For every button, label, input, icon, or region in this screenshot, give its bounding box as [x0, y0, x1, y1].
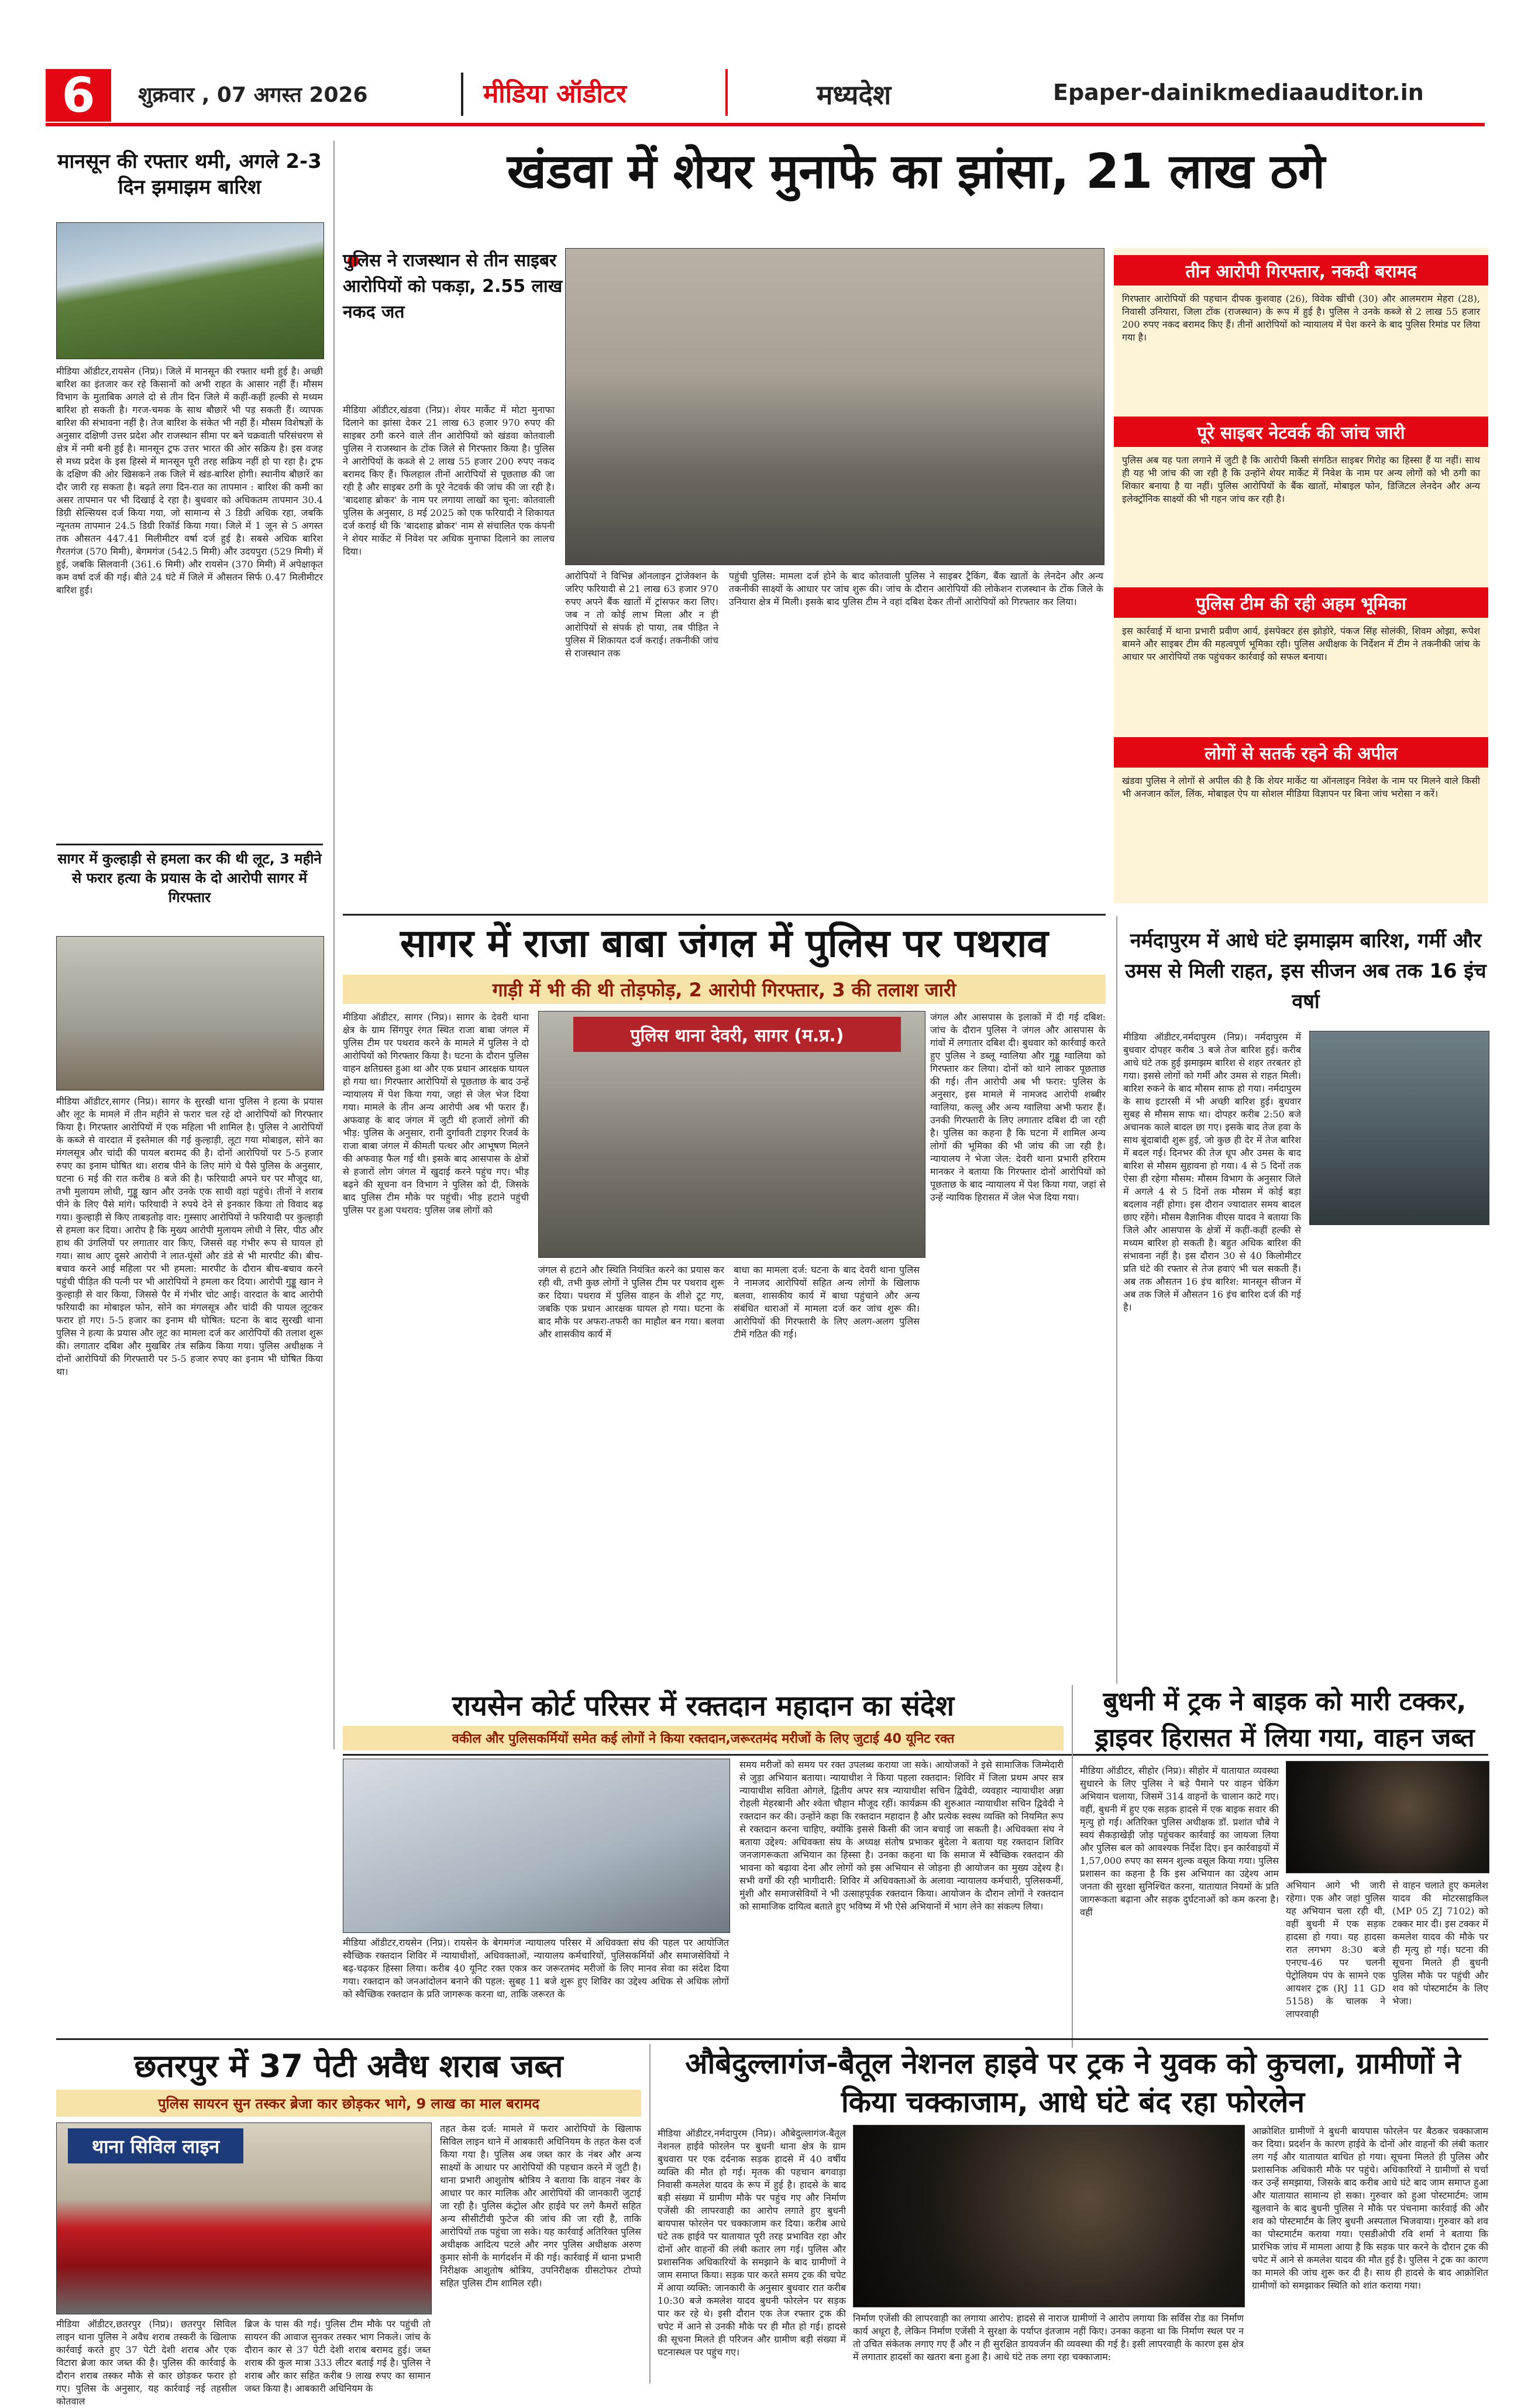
khandwa-col3	[729, 570, 1103, 907]
box-title-network: पूरे साइबर नेटवर्क की जांच जारी	[1114, 417, 1488, 447]
column-divider	[333, 140, 335, 1749]
column-divider	[1116, 916, 1117, 1684]
narmadapuram-body	[1123, 1031, 1301, 1680]
sagar-robbery-body	[56, 1095, 323, 1756]
column-divider	[649, 2044, 651, 2383]
box-text-arrest	[1122, 293, 1480, 410]
rule	[343, 914, 1106, 916]
box-text-network	[1122, 454, 1480, 579]
sagar-stone-col2	[538, 1264, 724, 1732]
sagar-stone-col4	[930, 1011, 1106, 1731]
sagar-stone-col2-text: जंगल से हटाने और स्थिति नियंत्रित करने का प्रयास कर रही थी, तभी कुछ लोगों ने पुलिस टीम पर पथराव शुरू कर दिया। पथराव में पुलिस वाहन के शीशे टूट गए, जबकि एक प्रधान आरक्षक घायल हो गया। घटना के बाद मौके पर अफरा-तफरी का माहौल बन गया। बलवा और शासकीय कार्य में	[538, 1264, 724, 1340]
masthead-red-divider	[725, 69, 728, 116]
epaper-url[interactable]: Epaper-dainikmediaauditor.in	[1053, 80, 1424, 105]
chhatarpur-col2-text: ब्रिज के पास की गई। पुलिस टीम मौके पर पहुंची तो सायरन की आवाज सुनकर तस्कर भाग निकले। जांच के दौरान कार से 37 पेटी देशी शराब बरामद हुई। जब्त शराब की कुल मात्रा 333 लीटर बताई गई है। पुलिस ने शराब और कार सहित करीब 9 लाख रुपए का सामान जब्त किया है। आबकारी अधिनियम के	[245, 2318, 431, 2394]
monsoon-headline: मानसून की रफ्तार थमी, अगले 2-3 दिन झमाझम बारिश	[57, 150, 322, 199]
chhatarpur-subhead: पुलिस सायरन सुन तस्कर ब्रेजा कार छोड़कर भागे, 9 लाख का माल बरामद	[56, 2090, 641, 2117]
budhni-accident-photo	[1286, 1761, 1489, 1873]
box-text-team	[1122, 625, 1480, 730]
narmadapuram-body-text: मीडिया ऑडीटर,नर्मदापुरम (निप्र)। नर्मदापुरम में बुधवार दोपहर करीब 3 बजे तेज बारिश हुई। करीब आधे घंटे तक हुई झमाझम बारिश से शहर तरबतर हो गया। इससे लोगों को गर्मी और उमस से राहत मिली। बारिश रुकने के बाद मौसम साफ हो गया। नर्मदापुरम के साथ इटारसी में भी अच्छी बारिश हुई। बुधवार सुबह से मौसम साफ था। दोपहर करीब 2:50 बजे अचानक काले बादल छा गए। इसके बाद तेज हवा के साथ बूंदाबांदी शुरू हुई, जो कुछ ही देर में तेज बारिश में बदल गई। दिनभर की तेज धूप और उमस के बाद बारिश से मौसम सुहावना हो गया। 4 से 5 दिनों तक ऐसा ही रहेगा मौसम: मौसम विभाग के अनुसार जिले में अगले 4 से 5 दिनों तक मौसम में कोई बड़ा बदलाव नहीं होगा। इस दौरान ज्यादातर समय बादल छाए रहेंगे। मौसम वैज्ञानिक वीएस यादव ने बताया कि जिले और आसपास के क्षेत्रों में कहीं-कहीं हल्की से मध्यम बारिश हो सकती है। बहुत अधिक बारिश की संभावना नहीं है। इस दौरान 30 से 40 किलोमीटर प्रति घंटे की रफ्तार से तेज हवाएं भी चल सकती हैं। अब तक औसतन 16 इंच बारिश: मानसून सीजन में अब तक जिले में औसतन 16 इंच बारिश दर्ज की गई है।	[1123, 1031, 1301, 1313]
obedullaganj-col1	[658, 2127, 846, 2383]
column-divider	[1072, 1685, 1073, 2048]
box-text-appeal-p: खंडवा पुलिस ने लोगों से अपील की है कि शेयर मार्केट या ऑनलाइन निवेश के नाम पर मिलने वाले किसी भी अनजान कॉल, लिंक, मोबाइल ऐप या सोशल मीडिया विज्ञापन पर बिना जांच भरोसा न करें।	[1122, 775, 1480, 799]
obedullaganj-col3	[1252, 2125, 1488, 2383]
box-title-appeal: लोगों से सतर्क रहने की अपील	[1114, 737, 1488, 768]
sagar-stone-col3-text: बाधा का मामला दर्ज: घटना के बाद देवरी थाना पुलिस ने नामजद आरोपियों सहित अन्य लोगों के खिलाफ बलवा, शासकीय कार्य में बाधा पहुंचाने और अन्य संबंधित धाराओं में मामला दर्ज कर जांच शुरू की। आरोपियों की गिरफ्तारी के लिए अलग-अलग पुलिस टीमें गठित की गई।	[734, 1264, 920, 1340]
raisen-blood-headline: रायसेन कोर्ट परिसर में रक्तदान महादान का संदेश	[452, 1690, 954, 1722]
sagar-robbery-photo	[56, 936, 324, 1091]
rule	[56, 2038, 1488, 2040]
chhatarpur-headline: छतरपुर में 37 पेटी अवैध शराब जब्त	[134, 2048, 563, 2084]
raisen-blood-col2-text: समय मरीजों को समय पर रक्त उपलब्ध कराया जा सके। आयोजकों ने इसे सामाजिक जिम्मेदारी से जुड़ा अभियान बताया। न्यायाधीश ने किया पहला रक्तदान: शिविर में जिला प्रथम अपर सत्र न्यायाधीश सविता ओगले, द्वितीय अपर सत्र न्यायाधीश सचिन द्विवेदी, व्यवहार न्यायाधीश अन्ना रोहली मेहरबानी और श्वेता चौहान मौजूद रहीं। कार्यक्रम की शुरुआत न्यायाधीश सचिन द्विवेदी ने रक्तदान कर की। उन्होंने कहा कि रक्तदान महादान है और प्रत्येक स्वस्थ व्यक्ति को नियमित रूप से रक्तदान करना चाहिए, क्योंकि इससे किसी की जान बचाई जा सकती है। अधिवक्ता संघ ने बताया उद्देश्य: अधिवक्ता संघ के अध्यक्ष संतोष प्रभाकर बुंदेला ने बताया यह रक्तदान शिविर जनजागरूकता अभियान का हिस्सा है। उनका कहना था कि समाज में स्वैच्छिक रक्तदान की भावना को बढ़ावा देना और लोगों को इस अभियान से जोड़ना ही आयोजन का मुख्य उद्देश्य है। सभी वर्गों की रही भागीदारी: शिविर में अधिवक्ताओं के अलावा न्यायालय कर्मचारी, पुलिसकर्मी, मुंशी और समाजसेवियों ने भी उत्साहपूर्वक रक्तदान किया। आयोजन के दौरान लोगों ने रक्तदान को सामाजिक दायित्व बताते हुए भविष्य में भी ऐसे अभियानों में भाग लेने का संकल्प लिया।	[739, 1759, 1064, 1912]
khandwa-col1-text: मीडिया ऑडीटर,खंडवा (निप्र)। शेयर मार्केट में मोटा मुनाफा दिलाने का झांसा देकर 21 लाख 63 हजार 970 रुपए की साइबर ठगी करने वाले तीन आरोपियों को खंडवा कोतवाली पुलिस ने राजस्थान के टोंक जिले से गिरफ्तार किया है। पुलिस ने आरोपियों के कब्जे से 2 लाख 55 हजार 200 रुपए नकद बरामद किए हैं। फिलहाल तीनों आरोपियों से पूछताछ की जा रही है और साइबर ठगी के पूरे नेटवर्क की जांच की जा रही है। 'बादशाह ब्रोकर' के नाम पर लगाया लाखों का चूना: कोतवाली पुलिस के अनुसार, 8 मई 2025 को एक फरियादी ने शिकायत दर्ज कराई थी कि 'बादशाह ब्रोकर' नाम से संचालित एक कंपनी ने शेयर मार्केट में निवेश पर अधिक मुनाफा दिलाने का लालच दिया।	[343, 404, 555, 557]
chhatarpur-col3	[440, 2123, 641, 2383]
raisen-blood-photo	[343, 1759, 730, 1933]
section-name: मध्यदेश	[817, 79, 892, 111]
chhatarpur-col1	[56, 2318, 236, 2407]
box-text-team-p: इस कार्रवाई में थाना प्रभारी प्रवीण आर्य, इंसपेक्टर हंस झोड़ोरे, पंकज सिंह सोलंकी, शिवम ओझा, रूपेश बामने और साइबर टीम की महत्वपूर्ण भूमिका रही। पुलिस अधीक्षक के निर्देशन में टीम ने तकनीकी जांच के आधार पर आरोपियों तक पहुंचकर कार्रवाई को सफल बनाया।	[1122, 625, 1480, 662]
paper-name: मीडिया ऑडीटर	[483, 79, 627, 109]
box-text-network-p: पुलिस अब यह पता लगाने में जुटी है कि आरोपी किसी संगठित साइबर गिरोह का हिस्सा हैं या नहीं। साथ ही यह भी जांच की जा रही है कि उन्होंने शेयर मार्केट में निवेश के नाम पर अन्य लोगों को भी ठगी का शिकार बनाया है या नहीं। पुलिस आरोपियों के बैंक खातों, मोबाइल फोन, डिजिटल लेनदेन और अन्य इलेक्ट्रॉनिक साक्ष्यों की भी गहन जांच कर रही है।	[1122, 455, 1480, 504]
khandwa-col2-text: आरोपियों ने विभिन्न ऑनलाइन ट्रांजेक्शन के जरिए फरियादी से 21 लाख 63 हजार 970 रुपए अपने बैंक खातों में ट्रांसफर करा लिए। जब न तो कोई लाभ मिला और न ही आरोपियों से संपर्क हो पाया, तब पीड़ित ने पुलिस में शिकायत दर्ज कराई। तकनीकी जांच से राजस्थान तक	[565, 570, 718, 659]
sagar-stone-subhead: गाड़ी में भी की थी तोड़फोड़, 2 आरोपी गिरफ्तार, 3 की तलाश जारी	[343, 975, 1106, 1004]
monsoon-body-text: मीडिया ऑडीटर,रायसेन (निप्र)। जिले में मानसून की रफ्तार थमी हुई है। अच्छी बारिश का इंतजार कर रहे किसानों को अभी राहत के आसार नहीं हैं। मौसम विभाग के मुताबिक अगले दो से तीन दिन जिले में कहीं-कहीं हल्की से मध्यम बारिश हो सकती है। गरज-चमक के साथ बौछारें भी पड़ सकती हैं। व्यापक बारिश की संभावना नहीं है। तेज बारिश के संकेत भी नहीं हैं। मौसम विशेषज्ञों के अनुसार दक्षिणी उत्तर प्रदेश और राजस्थान सीमा पर बने चक्रवाती परिसंचरण से क्षेत्र में नमी बनी हुई है। मानसून ट्रफ उत्तर भारत की ओर सक्रिय है। इस वजह से मध्य प्रदेश के इस हिस्से में मानसून पूरी तरह सक्रिय नहीं हो पा रहा है। ट्रफ के दक्षिण की ओर खिसकने तक जिले में खंड-बारिश होगी। स्थानीय बौछारें का दौर जारी रह सकता है। बढ़ते लगा दिन-रात का तापमान : बारिश की कमी का असर तापमान पर भी दिखाई दे रहा है। बुधवार को अधिकतम तापमान 30.4 डिग्री सेल्सियस दर्ज किया गया, जो सामान्य से 3 डिग्री अधिक रहा, जबकि न्यूनतम तापमान 24.5 डिग्री रिकॉर्ड किया गया। जिले में 1 जून से 5 अगस्त तक औसतन 447.41 मिलीमीटर वर्षा दर्ज हुई है। सबसे अधिक बारिश गैरतगंज (570 मिमी), बेगमगंज (542.5 मिमी) और उदयपुरा (529 मिमी) में हुई, जबकि सिलवानी (361.6 मिमी) और रायसेन (370 मिमी) में अपेक्षाकृत कम वर्षा दर्ज की गई। बीते 24 घंटे में जिले में औसतन सिर्फ 0.47 मिलीमीटर बारिश हुई।	[56, 366, 323, 596]
box-title-team: पुलिस टीम की रही अहम भूमिका	[1114, 587, 1488, 618]
masthead-rule	[46, 123, 1485, 126]
khandwa-col1	[343, 404, 555, 907]
rule	[56, 844, 323, 845]
issue-date: शुक्रवार , 07 अगस्त 2026	[138, 83, 368, 107]
raisen-blood-col1	[343, 1936, 729, 2030]
budhni-col3	[1392, 1879, 1488, 2030]
monsoon-body	[56, 365, 323, 840]
khandwa-subhead: पुलिस ने राजस्थान से तीन साइबर आरोपियों को पकड़ा, 2.55 लाख नकद जत	[343, 250, 563, 322]
obedullaganj-photo-caption-text: निर्माण एजेंसी की लापरवाही का लगाया आरोप: हादसे से नाराज ग्रामीणों ने आरोप लगाया कि सर्विस रोड का निर्माण कार्य अधूरा है, लेकिन निर्माण एजेंसी ने सुरक्षा के पर्याप्त इंतजाम नहीं किए। उनका कहना था कि निर्माण स्थल पर न तो उचित संकेतक लगाए गए हैं और न ही सुरक्षित डायवर्जन की व्यवस्था की गई है। इसी लापरवाही के कारण इस क्षेत्र में लगातार हादसों का खतरा बना हुआ है। आधे घंटे तक लगा रहा चक्काजाम:	[853, 2313, 1244, 2362]
khandwa-col2	[565, 570, 718, 907]
box-text-appeal	[1122, 775, 1480, 892]
chhatarpur-col1-text: मीडिया ऑडीटर,छतरपुर (निप्र)। छतरपुर सिविल लाइन थाना पुलिस ने अवैध शराब तस्करी के खिलाफ कार्रवाई करते हुए 37 पेटी देशी शराब और एक विटारा ब्रेजा कार जब्त की है। पुलिस की कार्रवाई के दौरान शराब तस्कर मौके से कार छोड़कर फरार हो गए। पुलिस के अनुसार, यह कार्रवाई नई तहसील कोतवाल	[56, 2318, 236, 2407]
obedullaganj-headline: औबेदुल्लागंज-बैतूल नेशनल हाइवे पर ट्रक ने युवक को कुचला, ग्रामीणों ने किया चक्काजाम, आधे घंटे बंद रहा फोरलेन	[685, 2046, 1461, 2119]
budhni-col1	[1080, 1764, 1279, 2030]
station-sign: थाना सिविल लाइन	[68, 2128, 243, 2163]
masthead-divider	[461, 73, 463, 116]
sagar-stone-col1-text: मीडिया ऑडीटर, सागर (निप्र)। सागर के देवरी थाना क्षेत्र के ग्राम सिंगपुर रंगत स्थित राजा बाबा जंगल में पुलिस टीम पर पथराव करने के मामले में पुलिस ने दो आरोपियों को गिरफ्तार किया है। घटना के दौरान पुलिस वाहन क्षतिग्रस्त हुआ था और एक प्रधान आरक्षक घायल हो गया था। गिरफ्तार आरोपियों से पूछताछ के बाद उन्हें न्यायालय में पेश किया गया, जहां से जेल भेज दिया गया। मामले के तीन अन्य आरोपी अब भी फरार हैं। अफवाह के बाद जंगल में जुटी थी हजारों लोगों की भीड़: पुलिस के अनुसार, रानी दुर्गावती टाइगर रिजर्व के राजा बाबा जंगल में कीमती पत्थर और आभूषण मिलने की अफवाह फैल गई थी। इसके बाद आसपास के क्षेत्रों से हजारों लोग जंगल में खुदाई करने पहुंच गए। भीड़ बढ़ने की सूचना वन विभाग ने पुलिस को दी, जिसके बाद पुलिस टीम मौके पर पहुंची। भीड़ हटाने पहुंची पुलिस पर हुआ पथराव: पुलिस जब लोगों को	[343, 1012, 529, 1216]
sagar-robbery-headline: सागर में कुल्हाड़ी से हमला कर की थी लूट, 3 महीने से फरार हत्या के प्रयास के दो आरोपी सागर में गिरफ्तार	[57, 851, 322, 906]
monsoon-field-photo	[56, 222, 324, 359]
chhatarpur-col3-text: तहत केस दर्ज: मामले में फरार आरोपियों के खिलाफ सिविल लाइन थाने में आबकारी अधिनियम के तहत केस दर्ज किया गया है। पुलिस अब जब्त कार के नंबर और अन्य साक्ष्यों के आधार पर आरोपियों की पहचान करने में जुटी है। थाना प्रभारी आशुतोष श्रोत्रिय ने बताया कि वाहन नंबर के आधार पर कार मालिक और आरोपियों की जानकारी जुटाई जा रही है। पुलिस कंट्रोल और हाईवे पर लगे कैमरों सहित अन्य सीसीटीवी फुटेज की जांच की जा रही है, ताकि आरोपियों तक पहुंचा जा सके। यह कार्रवाई अतिरिक्त पुलिस अधीक्षक आदित्य पटले और नगर पुलिस अधीक्षक अरुण कुमार सोनी के मार्गदर्शन में की गई। कार्रवाई में थाना प्रभारी निरीक्षक आशुतोष श्रोत्रिय, उपनिरीक्षक ग्रीसटोफर टोप्पो सहित पुलिस टीम शामिल रही।	[440, 2123, 641, 2289]
sagar-stone-col4-text: जंगल और आसपास के इलाकों में दी गई दबिश: जांच के दौरान पुलिस ने जंगल और आसपास के गांवों में लगातार दबिश दी। बुधवार को कार्रवाई करते हुए पुलिस ने डब्लू ग्वालिया और गुड्डू ग्वालिया को गिरफ्तार कर लिया। दोनों को थाने लाकर पूछताछ की गई। तीन आरोपी अब भी फरार: पुलिस के अनुसार, इस मामले में नामजद आरोपी शब्बीर ग्वालिया, कल्लू और अन्य ग्वालिया अभी फरार हैं। उनकी गिरफ्तारी के लिए लगातार दबिश दी जा रही है। पुलिस का कहना है कि घटना में शामिल अन्य लोगों की भूमिका की भी जांच की जा रही है। न्यायालय ने भेजा जेल: देवरी थाना प्रभारी हरिराम मानकर ने बताया कि गिरफ्तार दोनों आरोपियों को पूछताछ के बाद न्यायालय में पेश किया गया, जहां से उन्हें न्यायिक हिरासत में जेल भेज दिया गया।	[930, 1012, 1106, 1203]
khandwa-police-photo	[565, 248, 1104, 565]
budhni-col3-text: से वाहन चलाते हुए कमलेश यादव की मोटरसाइकिल (MP 05 ZJ 7102) को टक्कर मार दी। इस टक्कर में कमलेश यादव की मौके पर ही मृत्यु हो गई। घटना की सूचना मिलते ही बुधनी पुलिस मौके पर पहुंची और शव को पोस्टमार्टम के लिए भेजा।	[1392, 1880, 1488, 2007]
sagar-stone-col3	[734, 1264, 920, 1732]
box-text-arrest-p: गिरफ्तार आरोपियों की पहचान दीपक कुशवाह (26), विवेक खींची (30) और आलमराम मेहरा (28), निवासी उनियारा, जिला टोंक (राजस्थान) के रूप में हुई है। पुलिस ने उनके कब्जे से 2 लाख 55 हजार 200 रुपए नकद बरामद किए हैं। तीनों आरोपियों को न्यायालय में पेश करने के बाद पुलिस रिमांड पर लिया गया है।	[1122, 293, 1480, 343]
box-title-arrest: तीन आरोपी गिरफ्तार, नकदी बरामद	[1114, 255, 1488, 285]
budhni-col1-text: मीडिया ऑडीटर, सीहोर (निप्र)। सीहोर में यातायात व्यवस्था सुधारने के लिए पुलिस ने बड़े पैमाने पर वाहन चेकिंग अभियान चलाया, जिसमें 314 वाहनों के चालान काटे गए। वहीं, बुधनी में हुए एक सड़क हादसे में एक बाइक सवार की मृत्यु हो गई। अतिरिक्त पुलिस अधीक्षक डॉ. प्रशांत चौबे ने स्वयं सैकड़ाखेड़ी जोड़ पहुंचकर कार्रवाई का जायजा लिया और पुलिस बल को आवश्यक निर्देश दिए। इन कार्रवाइयों में 1,57,000 रुपए का समन शुल्क वसूल किया गया। पुलिस प्रशासन का कहना है कि इस अभियान का उद्देश्य आम जनता की सुरक्षा सुनिश्चित करना, यातायात नियमों के प्रति जागरूकता बढ़ाना और सड़क दुर्घटनाओं को कम करना है। वहीं	[1080, 1765, 1279, 1918]
narmadapuram-headline: नर्मदापुरम में आधे घंटे झमाझम बारिश, गर्मी और उमस से मिली राहत, इस सीजन अब तक 16 इंच वर्षा	[1125, 929, 1486, 1013]
chhatarpur-col2	[245, 2318, 431, 2394]
budhni-headline: बुधनी में ट्रक ने बाइक को मारी टक्कर, ड्राइवर हिरासत में लिया गया, वाहन जब्त	[1095, 1687, 1475, 1753]
obedullaganj-col3-text: आक्रोशित ग्रामीणों ने बुधनी बायपास फोरलेन पर बैठकर चक्काजाम कर दिया। प्रदर्शन के कारण हाईवे के दोनों ओर वाहनों की लंबी कतार लग गई और यातायात बाधित हो गया। सूचना मिलते ही पुलिस और प्रशासनिक अधिकारी मौके पर पहुंचे। अधिकारियों ने ग्रामीणों से चर्चा कर उन्हें समझाया, जिसके बाद करीब आधे घंटे बाद जाम समाप्त हुआ और यातायात सामान्य हो सका। गुरुवार को हुआ पोस्टमार्टम: जाम खुलवाने के बाद बुधनी पुलिस ने मौके पर पंचनामा कार्रवाई की और शव को पोस्टमार्टम के लिए बुधनी अस्पताल भिजवाया। गुरुवार को शव का पोस्टमार्टम कराया गया। एसडीओपी रवि शर्मा ने बताया कि प्रारंभिक जांच में मामला आया है कि सड़क पार करने के दौरान ट्रक की चपेट में आने से कमलेश यादव की मौत हुई है। पुलिस ने ट्रक का कारण का मामले की जांच शुरू कर दी है। साथ ही हादसे के बाद आक्रोशित ग्रामीणों को समझाकर स्थिति को शांत कराया गया।	[1252, 2125, 1488, 2291]
raisen-blood-col1-text: मीडिया ऑडीटर,रायसेन (निप्र)। रायसेन के बेगमगंज न्यायालय परिसर में अधिवक्ता संघ की पहल पर आयोजित स्वैच्छिक रक्तदान शिविर में न्यायाधीशों, अधिवक्ताओं, न्यायालय कर्मचारियों, पुलिसकर्मियों और समाजसेवियों ने बढ़-चढ़कर हिस्सा लिया। करीब 40 यूनिट रक्त एकत्र कर जरूरतमंद मरीजों के लिए मानव सेवा का संदेश दिया गया। रक्तदान को जनआंदोलन बनाने की पहल: सुबह 11 बजे शुरू हुए शिविर का उद्देश्य अधिक से अधिक लोगों को स्वैच्छिक रक्तदान के प्रति जागरूक करना था, ताकि जरूरत के	[343, 1937, 729, 2000]
page-number: 6	[46, 69, 111, 122]
obedullaganj-col1-text: मीडिया ऑडीटर,नर्मदापुरम (निप्र)। औबेदुल्लागंज-बैतूल नेशनल हाईवे फोरलेन पर बुधनी थाना क्षेत्र के ग्राम बुधवारा पर एक दर्दनाक सड़क हादसे में 40 वर्षीय व्यक्ति की मौत हो गई। मृतक की पहचान बगवाड़ा निवासी कमलेश यादव के रूप में हुई है। हादसे के बाद बड़ी संख्या में ग्रामीण मौके पर पहुंच गए और निर्माण एजेंसी की लापरवाही का आरोप लगाते हुए बुधनी बायपास फोरलेन पर चक्काजाम कर दिया। करीब आधे घंटे तक हाईवे पर यातायात पूरी तरह प्रभावित रहा और दोनों ओर वाहनों की लंबी कतार लग गई। पुलिस और प्रशासनिक अधिकारियों के समझाने के बाद ग्रामीणों ने जाम समाप्त किया। सड़क पार करते समय ट्रक की चपेट में आया व्यक्ति: जानकारी के अनुसार बुधवार रात करीब 10:30 बजे कमलेश यादव बुधनी फोरलेन पर सड़क पार कर रहे थे। इसी दौरान एक तेज रफ्तार ट्रक की चपेट में आने से उनकी मौके पर ही मौत हो गई। हादसे की सूचना मिलते ही परिजन और ग्रामीण बड़ी संख्या में घटनास्थल पर पहुंच गए।	[658, 2128, 846, 2358]
budhni-col2	[1286, 1879, 1385, 2030]
khandwa-headline: खंडवा में शेयर मुनाफे का झांसा, 21 लाख ठगे	[507, 144, 1326, 199]
raisen-blood-subhead: वकील और पुलिसकर्मियों समेत कई लोगों ने किया रक्तदान,जरूरतमंद मरीजों के लिए जुटाई 40 यूनिट रक्त	[343, 1726, 1064, 1750]
raisen-blood-col2	[739, 1759, 1064, 2030]
sagar-stone-headline: सागर में राजा बाबा जंगल में पुलिस पर पथराव	[400, 921, 1049, 966]
sagar-stone-col1	[343, 1011, 529, 1731]
obedullaganj-photo-caption	[853, 2312, 1244, 2383]
khandwa-col3-text: पहुंची पुलिस: मामला दर्ज होने के बाद कोतवाली पुलिस ने साइबर ट्रैकिंग, बैंक खातों के लेनदेन और अन्य तकनीकी साक्ष्यों के आधार पर जांच शुरू की। जांच के दौरान आरोपियों की लोकेशन राजस्थान के टोंक जिले के उनियारा क्षेत्र में मिली। इसके बाद पुलिस टीम ने वहां दबिश देकर तीनों आरोपियों को गिरफ्तार कर लिया।	[729, 570, 1103, 607]
sagar-robbery-body-text: मीडिया ऑडीटर,सागर (निप्र)। सागर के सुरखी थाना पुलिस ने हत्या के प्रयास और लूट के मामले में तीन महीने से फरार चल रहे दो आरोपियों को गिरफ्तार किया है। गिरफ्तार आरोपियों में एक महिला भी शामिल है। पुलिस ने आरोपियों के कब्जे से वारदात में इस्तेमाल की गई कुल्हाड़ी, लूटा गया मोबाइल, सोने का मंगलसूत्र और चांदी की पायल बरामद की है। दोनों आरोपियों पर 5-5 हजार रुपए का इनाम घोषित था। शराब पीने के लिए मांगे थे पैसे पुलिस के अनुसार, घटना 6 मई की रात करीब 8 बजे की है। फरियादी अपने घर पर मौजूद था, तभी मुलायम लोधी, गुड्डू खान और उनके एक साथी वहां पहुंचे। तीनों ने शराब पीने के लिए पैसे मांगे। फरियादी ने रुपये देने से इनकार किया तो विवाद बढ़ गया। कुल्हाड़ी से किए ताबड़तोड़ वार: गुस्साए आरोपियों ने फरियादी पर कुल्हाड़ी से हमला कर दिया। आरोप है कि मुख्य आरोपी मुलायम लोधी ने सिर, पीठ और हाथ की उंगलियों पर लगातार वार किए, जिससे वह गंभीर रूप से घायल हो गया। साथ आए दूसरे आरोपी ने लात-घूंसों और डंडे से भी मारपीट की। बीच-बचाव करने आई महिला पर भी हमला: मारपीट के दौरान बीच-बचाव करने पहुंची पीड़ित की पत्नी पर भी आरोपियों ने हमला कर दिया। आरोपी गुड्डू खान ने कुल्हाड़ी से वार किया, जिससे पैर में गंभीर चोट आई। वारदात के बाद आरोपी फरियादी का मोबाइल फोन, सोने का मंगलसूत्र और चांदी की पायल लूटकर फरार हो गए। 5-5 हजार का इनाम थी घोषित: घटना के बाद सुरखी थाना पुलिस ने हत्या के प्रयास और लूट का मामला दर्ज कर आरोपियों की तलाश शुरू की। लगातार दबिश और मुखबिर तंत्र सक्रिय किया गया। पुलिस अधीक्षक ने दोनों आरोपियों की गिरफ्तारी पर 5-5 हजार रुपए का इनाम भी घोषित किया था।	[56, 1096, 323, 1377]
obedullaganj-protest-photo	[853, 2125, 1245, 2307]
budhni-col2-text: अभियान आगे भी जारी रहेगा। एक और जहां पुलिस यह अभियान चला रही थी, वहीं बुधनी में एक सड़क हादसा हो गया। यह हादसा रात लगभग 8:30 बजे एनएच-46 पर चलनी पेट्रोलियम पंप के सामने एक आयशर ट्रक (RJ 11 GD 5158) के चालक ने लापरवाही	[1286, 1880, 1385, 2020]
police-station-sign: पुलिस थाना देवरी, सागर (म.प्र.)	[573, 1017, 901, 1052]
narmadapuram-rain-photo	[1309, 1031, 1489, 1225]
